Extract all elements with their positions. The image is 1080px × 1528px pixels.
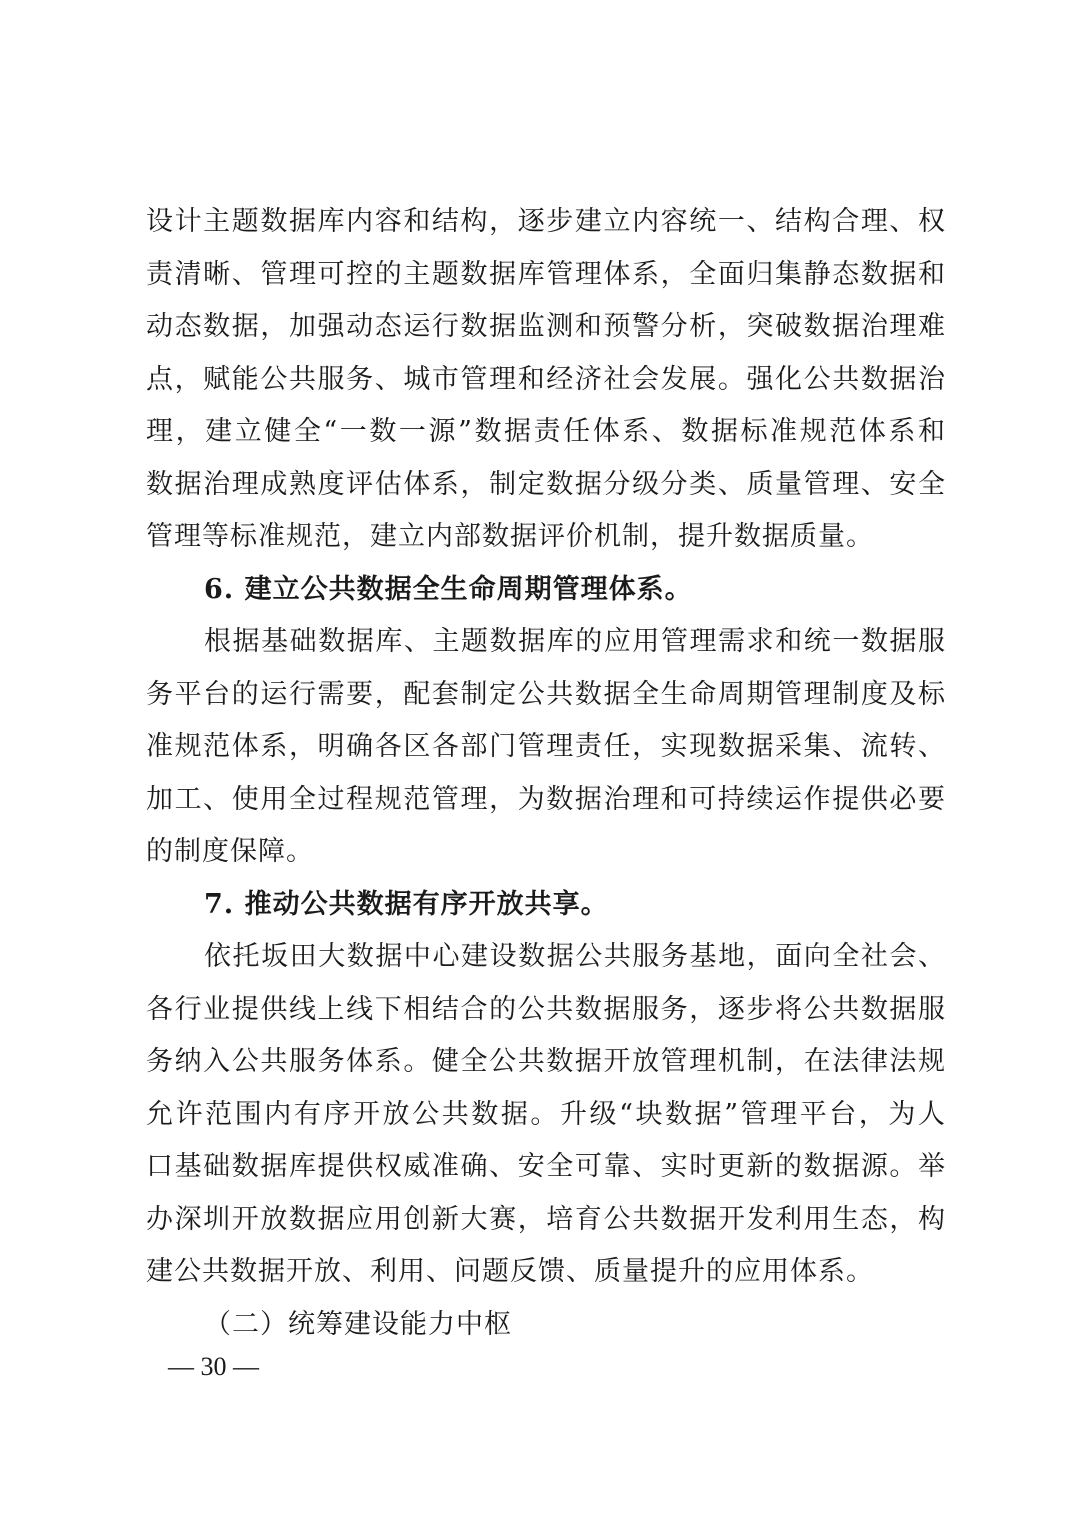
text-line: （二）统筹建设能力中枢 — [204, 1308, 512, 1340]
text-line: 点，赋能公共服务、城市管理和经济社会发展。强化公共数据治 — [146, 363, 946, 395]
text-line: 依托坂田大数据中心建设数据公共服务基地，面向全社会、 — [204, 941, 946, 972]
text-line: 口基础数据库提供权威准确、安全可靠、实时更新的数据源。举 — [146, 1151, 946, 1182]
paragraph — [146, 196, 946, 564]
paragraph — [146, 616, 946, 879]
text-line: 各行业提供线上线下相结合的公共数据服务，逐步将公共数据服 — [146, 993, 946, 1025]
text-line: 7. 推动公共数据有序开放共享。 — [204, 888, 609, 920]
section-heading — [146, 564, 946, 617]
text-line: 设计主题数据库内容和结构，逐步建立内容统一、结构合理、权 — [146, 206, 946, 237]
text-line: 数据治理成熟度评估体系，制定数据分级分类、质量管理、安全 — [146, 468, 946, 500]
text-line: 建公共数据开放、利用、问题反馈、质量提升的应用体系。 — [146, 1256, 874, 1287]
text-line: 6. 建立公共数据全生命周期管理体系。 — [204, 573, 693, 605]
text-line: 准规范体系，明确各区各部门管理责任，实现数据采集、流转、 — [146, 731, 946, 762]
text-line: 加工、使用全过程规范管理，为数据治理和可持续运作提供必要 — [146, 783, 946, 815]
text-line: 务平台的运行需要，配套制定公共数据全生命周期管理制度及标 — [146, 678, 946, 710]
section-heading — [146, 879, 946, 932]
text-line: 动态数据，加强动态运行数据监测和预警分析，突破数据治理难 — [146, 311, 946, 342]
subsection-heading — [146, 1299, 946, 1352]
page-number: — 30 — — [168, 1352, 259, 1381]
text-line: 管理等标准规范，建立内部数据评价机制，提升数据质量。 — [146, 521, 874, 552]
text-line: 理，建立健全“一数一源”数据责任体系、数据标准规范体系和 — [146, 416, 946, 447]
paragraph — [146, 931, 946, 1299]
text-line: 根据基础数据库、主题数据库的应用管理需求和统一数据服 — [204, 626, 946, 657]
text-line: 办深圳开放数据应用创新大赛，培育公共数据开发利用生态，构 — [146, 1203, 946, 1235]
document-body — [146, 196, 946, 1351]
text-line: 的制度保障。 — [146, 836, 314, 867]
text-line: 责清晰、管理可控的主题数据库管理体系，全面归集静态数据和 — [146, 258, 946, 290]
text-line: 务纳入公共服务体系。健全公共数据开放管理机制，在法律法规 — [146, 1046, 946, 1077]
text-line: 允许范围内有序开放公共数据。升级“块数据”管理平台，为人 — [146, 1098, 946, 1130]
